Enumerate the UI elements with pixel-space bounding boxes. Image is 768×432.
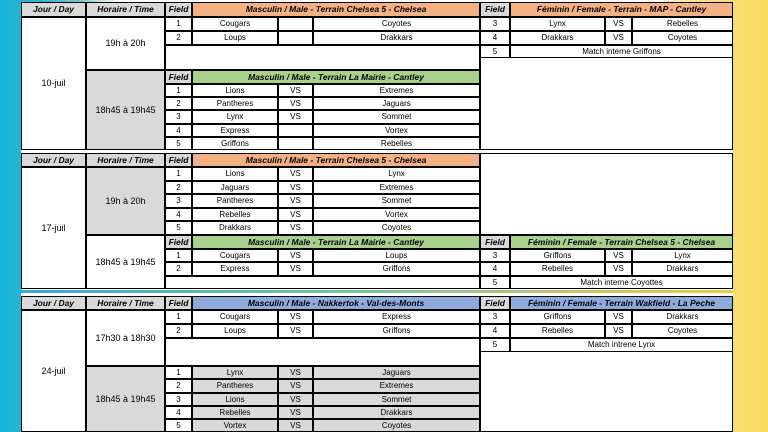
away-team: Griffons [313,324,480,338]
empty-cell [480,352,733,432]
vs-label: VS [605,262,632,276]
match-note: Match interne Griffons [510,45,733,58]
home-team: Griffons [510,310,605,324]
vs-label: VS [605,31,632,45]
away-team: Vortex [313,124,480,137]
field-number: 1 [165,249,192,262]
away-team: Drakkars [313,31,480,45]
empty-cell [165,276,480,289]
field-number: 2 [165,379,192,393]
day-cell: 10-juil [21,17,86,150]
field-number: 5 [480,45,510,58]
empty-cell [165,45,480,70]
vs-label: VS [278,419,313,432]
vs-label [278,31,313,45]
field-header: Field [165,153,192,167]
field-number: 5 [165,221,192,235]
time-cell: 17h30 à 18h30 [86,310,165,366]
away-team: Drakkars [632,262,733,276]
field-number: 4 [165,406,192,419]
home-team: Jaguars [192,181,278,194]
away-team: Extremes [313,84,480,97]
week-block-1 [21,2,733,150]
female-field-header: Field [480,296,510,310]
field-number: 4 [480,262,510,276]
week-block-3 [21,296,733,432]
field-number: 1 [165,310,192,324]
empty-cell [480,58,733,150]
field-header: Field [165,2,192,17]
week-block-2 [21,153,733,289]
time-header: Horaire / Time [86,2,165,17]
day-header: Jour / Day [21,153,86,167]
away-team: Extremes [313,379,480,393]
vs-label: VS [278,249,313,262]
field-number: 4 [480,31,510,45]
home-team: Rebelles [510,324,605,338]
female-field-header: Field [480,2,510,17]
empty-cell [480,153,733,235]
section-divider [21,290,733,293]
vs-label: VS [278,366,313,379]
away-team: Griffons [313,262,480,276]
away-team: Sommet [313,194,480,208]
vs-label: VS [278,181,313,194]
home-team: Loups [192,324,278,338]
vs-label: VS [278,97,313,110]
time-cell: 18h45 à 19h45 [86,235,165,289]
home-team: Drakkars [192,221,278,235]
vs-label: VS [278,379,313,393]
field-number: 4 [165,124,192,137]
vs-label [278,124,313,137]
field-number: 5 [480,338,510,352]
field-number: 2 [165,181,192,194]
home-team: Cougars [192,249,278,262]
away-team: Coyotes [632,324,733,338]
away-team: Loups [313,249,480,262]
field-number: 3 [480,17,510,31]
away-team: Lynx [632,249,733,262]
day-cell: 17-juil [21,167,86,289]
vs-label: VS [278,393,313,406]
home-team: Rebelles [192,406,278,419]
field-number: 3 [165,110,192,124]
match-note: Match interne Coyottes [510,276,733,289]
away-team: Sommet [313,110,480,124]
home-team: Cougars [192,310,278,324]
home-team: Lynx [510,17,605,31]
female-field-header: Field [480,235,510,249]
vs-label: VS [278,110,313,124]
home-team: Pantheres [192,379,278,393]
field-number: 2 [165,262,192,276]
vs-label: VS [278,324,313,338]
home-team: Griffons [192,137,278,150]
vs-label: VS [605,17,632,31]
home-team: Lynx [192,110,278,124]
field-header: Field [165,296,192,310]
match-note: Match intrene Lynx [510,338,733,352]
away-team: Coyotes [313,419,480,432]
away-team: Extremes [313,181,480,194]
home-team: Rebelles [192,208,278,221]
field-number: 1 [165,84,192,97]
home-team: Rebelles [510,262,605,276]
field-number: 2 [165,97,192,110]
day-header: Jour / Day [21,2,86,17]
home-team: Vortex [192,419,278,432]
vs-label: VS [605,249,632,262]
away-team: Express [313,310,480,324]
field-number: 2 [165,324,192,338]
home-team: Lions [192,167,278,181]
field-number: 5 [165,419,192,432]
away-team: Sommet [313,393,480,406]
vs-label: VS [278,406,313,419]
home-team: Griffons [510,249,605,262]
time-cell: 19h à 20h [86,167,165,235]
field-number: 3 [480,310,510,324]
home-team: Cougars [192,17,278,31]
field-number: 3 [165,393,192,406]
home-team: Lions [192,393,278,406]
time-cell: 18h45 à 19h45 [86,366,165,432]
empty-cell [165,338,480,366]
time-header: Horaire / Time [86,296,165,310]
day-cell: 24-juil [21,310,86,432]
vs-label: VS [278,84,313,97]
away-team: Jaguars [313,366,480,379]
vs-label: VS [605,324,632,338]
home-team: Express [192,262,278,276]
vs-label: VS [278,194,313,208]
home-team: Lynx [192,366,278,379]
male-title: Masculin / Male - Terrain Chelsea 5 - Chelsea [192,153,480,167]
away-team: Lynx [313,167,480,181]
vs-label [278,137,313,150]
field-number: 1 [165,17,192,31]
male-title: Masculin / Male - Terrain Chelsea 5 - Chelsea [192,2,480,17]
male-title: Masculin / Male - Terrain La Mairie - Cantley [192,235,480,249]
away-team: Coyotes [313,17,480,31]
female-title: Féminin / Female - Terrain - MAP - Cantley [510,2,733,17]
vs-label [278,17,313,31]
field-number: 5 [165,137,192,150]
field-number: 4 [480,324,510,338]
female-title: Féminin / Female - Terrain Wakfield - La Peche [510,296,733,310]
schedule-sheet [21,2,733,432]
away-team: Coyotes [313,221,480,235]
away-team: Drakkars [313,406,480,419]
home-team: Pantheres [192,97,278,110]
female-title: Féminin / Female - Terrain Chelsea 5 - Chelsea [510,235,733,249]
home-team: Drakkars [510,31,605,45]
away-team: Rebelles [632,17,733,31]
home-team: Express [192,124,278,137]
home-team: Lions [192,84,278,97]
field-number: 4 [165,208,192,221]
field-number: 5 [480,276,510,289]
field-header: Field [165,70,192,84]
away-team: Coyotes [632,31,733,45]
away-team: Jaguars [313,97,480,110]
vs-label: VS [278,262,313,276]
away-team: Drakkars [632,310,733,324]
home-team: Loups [192,31,278,45]
time-cell: 19h à 20h [86,17,165,70]
vs-label: VS [278,208,313,221]
vs-label: VS [278,310,313,324]
male-title: Masculin / Male - Nakkertok - Val-des-Monts [192,296,480,310]
vs-label: VS [278,167,313,181]
home-team: Pantheres [192,194,278,208]
field-number: 3 [480,249,510,262]
away-team: Rebelles [313,137,480,150]
time-header: Horaire / Time [86,153,165,167]
field-number: 3 [165,194,192,208]
vs-label: VS [278,221,313,235]
field-header: Field [165,235,192,249]
field-number: 2 [165,31,192,45]
field-number: 1 [165,366,192,379]
field-number: 1 [165,167,192,181]
time-cell: 18h45 à 19h45 [86,70,165,150]
away-team: Vortex [313,208,480,221]
male-title: Masculin / Male - Terrain La Mairie - Cantley [192,70,480,84]
day-header: Jour / Day [21,296,86,310]
vs-label: VS [605,310,632,324]
